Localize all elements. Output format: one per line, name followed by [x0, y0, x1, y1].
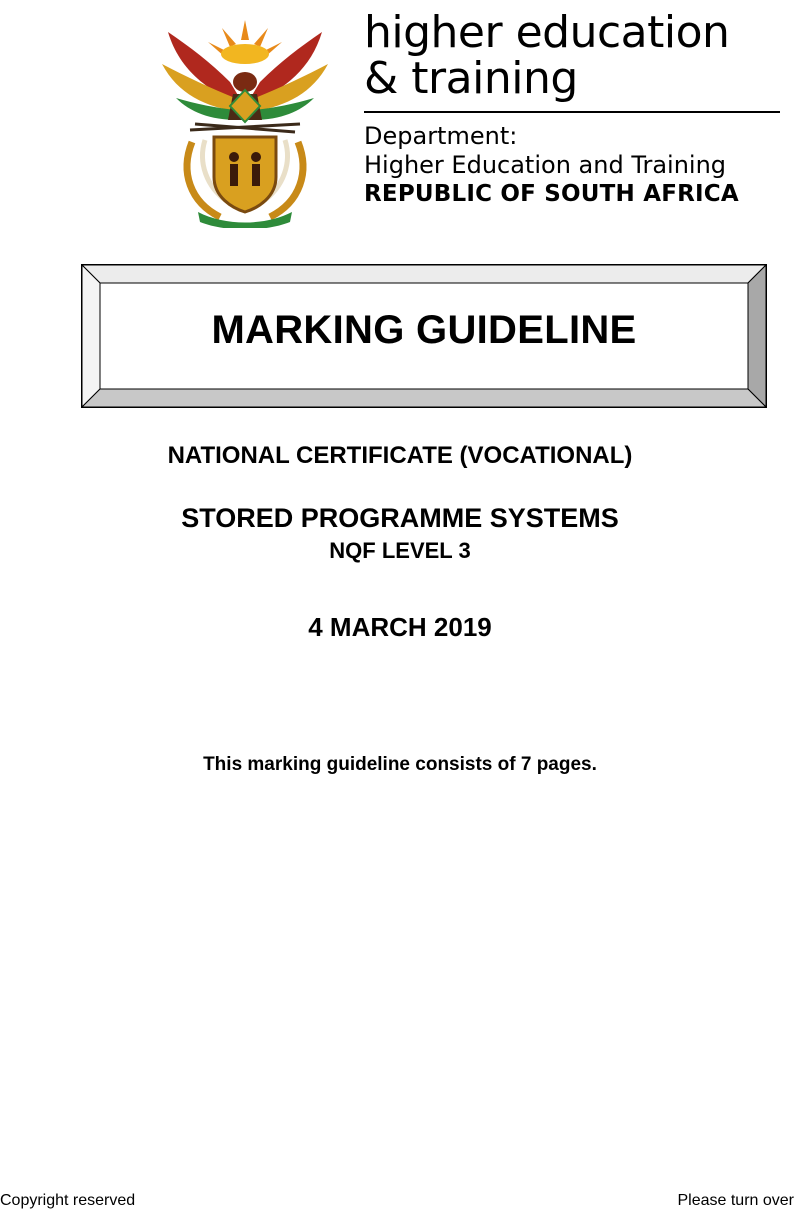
exam-date: 4 MARCH 2019	[308, 612, 492, 642]
certificate-name: NATIONAL CERTIFICATE (VOCATIONAL)	[167, 442, 633, 469]
title-frame	[81, 264, 767, 408]
footer-copyright: Copyright reserved	[0, 1192, 136, 1209]
brand-line-2: & training	[364, 53, 578, 104]
country-name: REPUBLIC OF SOUTH AFRICA	[364, 181, 739, 207]
department-label: Department:	[364, 122, 518, 150]
department-block	[364, 122, 794, 209]
footer-turn-over: Please turn over	[677, 1192, 794, 1209]
document-title: MARKING GUIDELINE	[211, 308, 637, 352]
brand-title	[364, 7, 794, 104]
coat-of-arms-icon	[150, 12, 340, 228]
department-name: Higher Education and Training	[364, 151, 727, 179]
brand-line-1: higher education	[364, 7, 730, 58]
nqf-level: NQF LEVEL 3	[329, 538, 471, 563]
subject-name: STORED PROGRAMME SYSTEMS	[181, 503, 619, 533]
brand-divider	[364, 111, 780, 113]
page-count-note: This marking guideline consists of 7 pages.	[203, 754, 597, 775]
